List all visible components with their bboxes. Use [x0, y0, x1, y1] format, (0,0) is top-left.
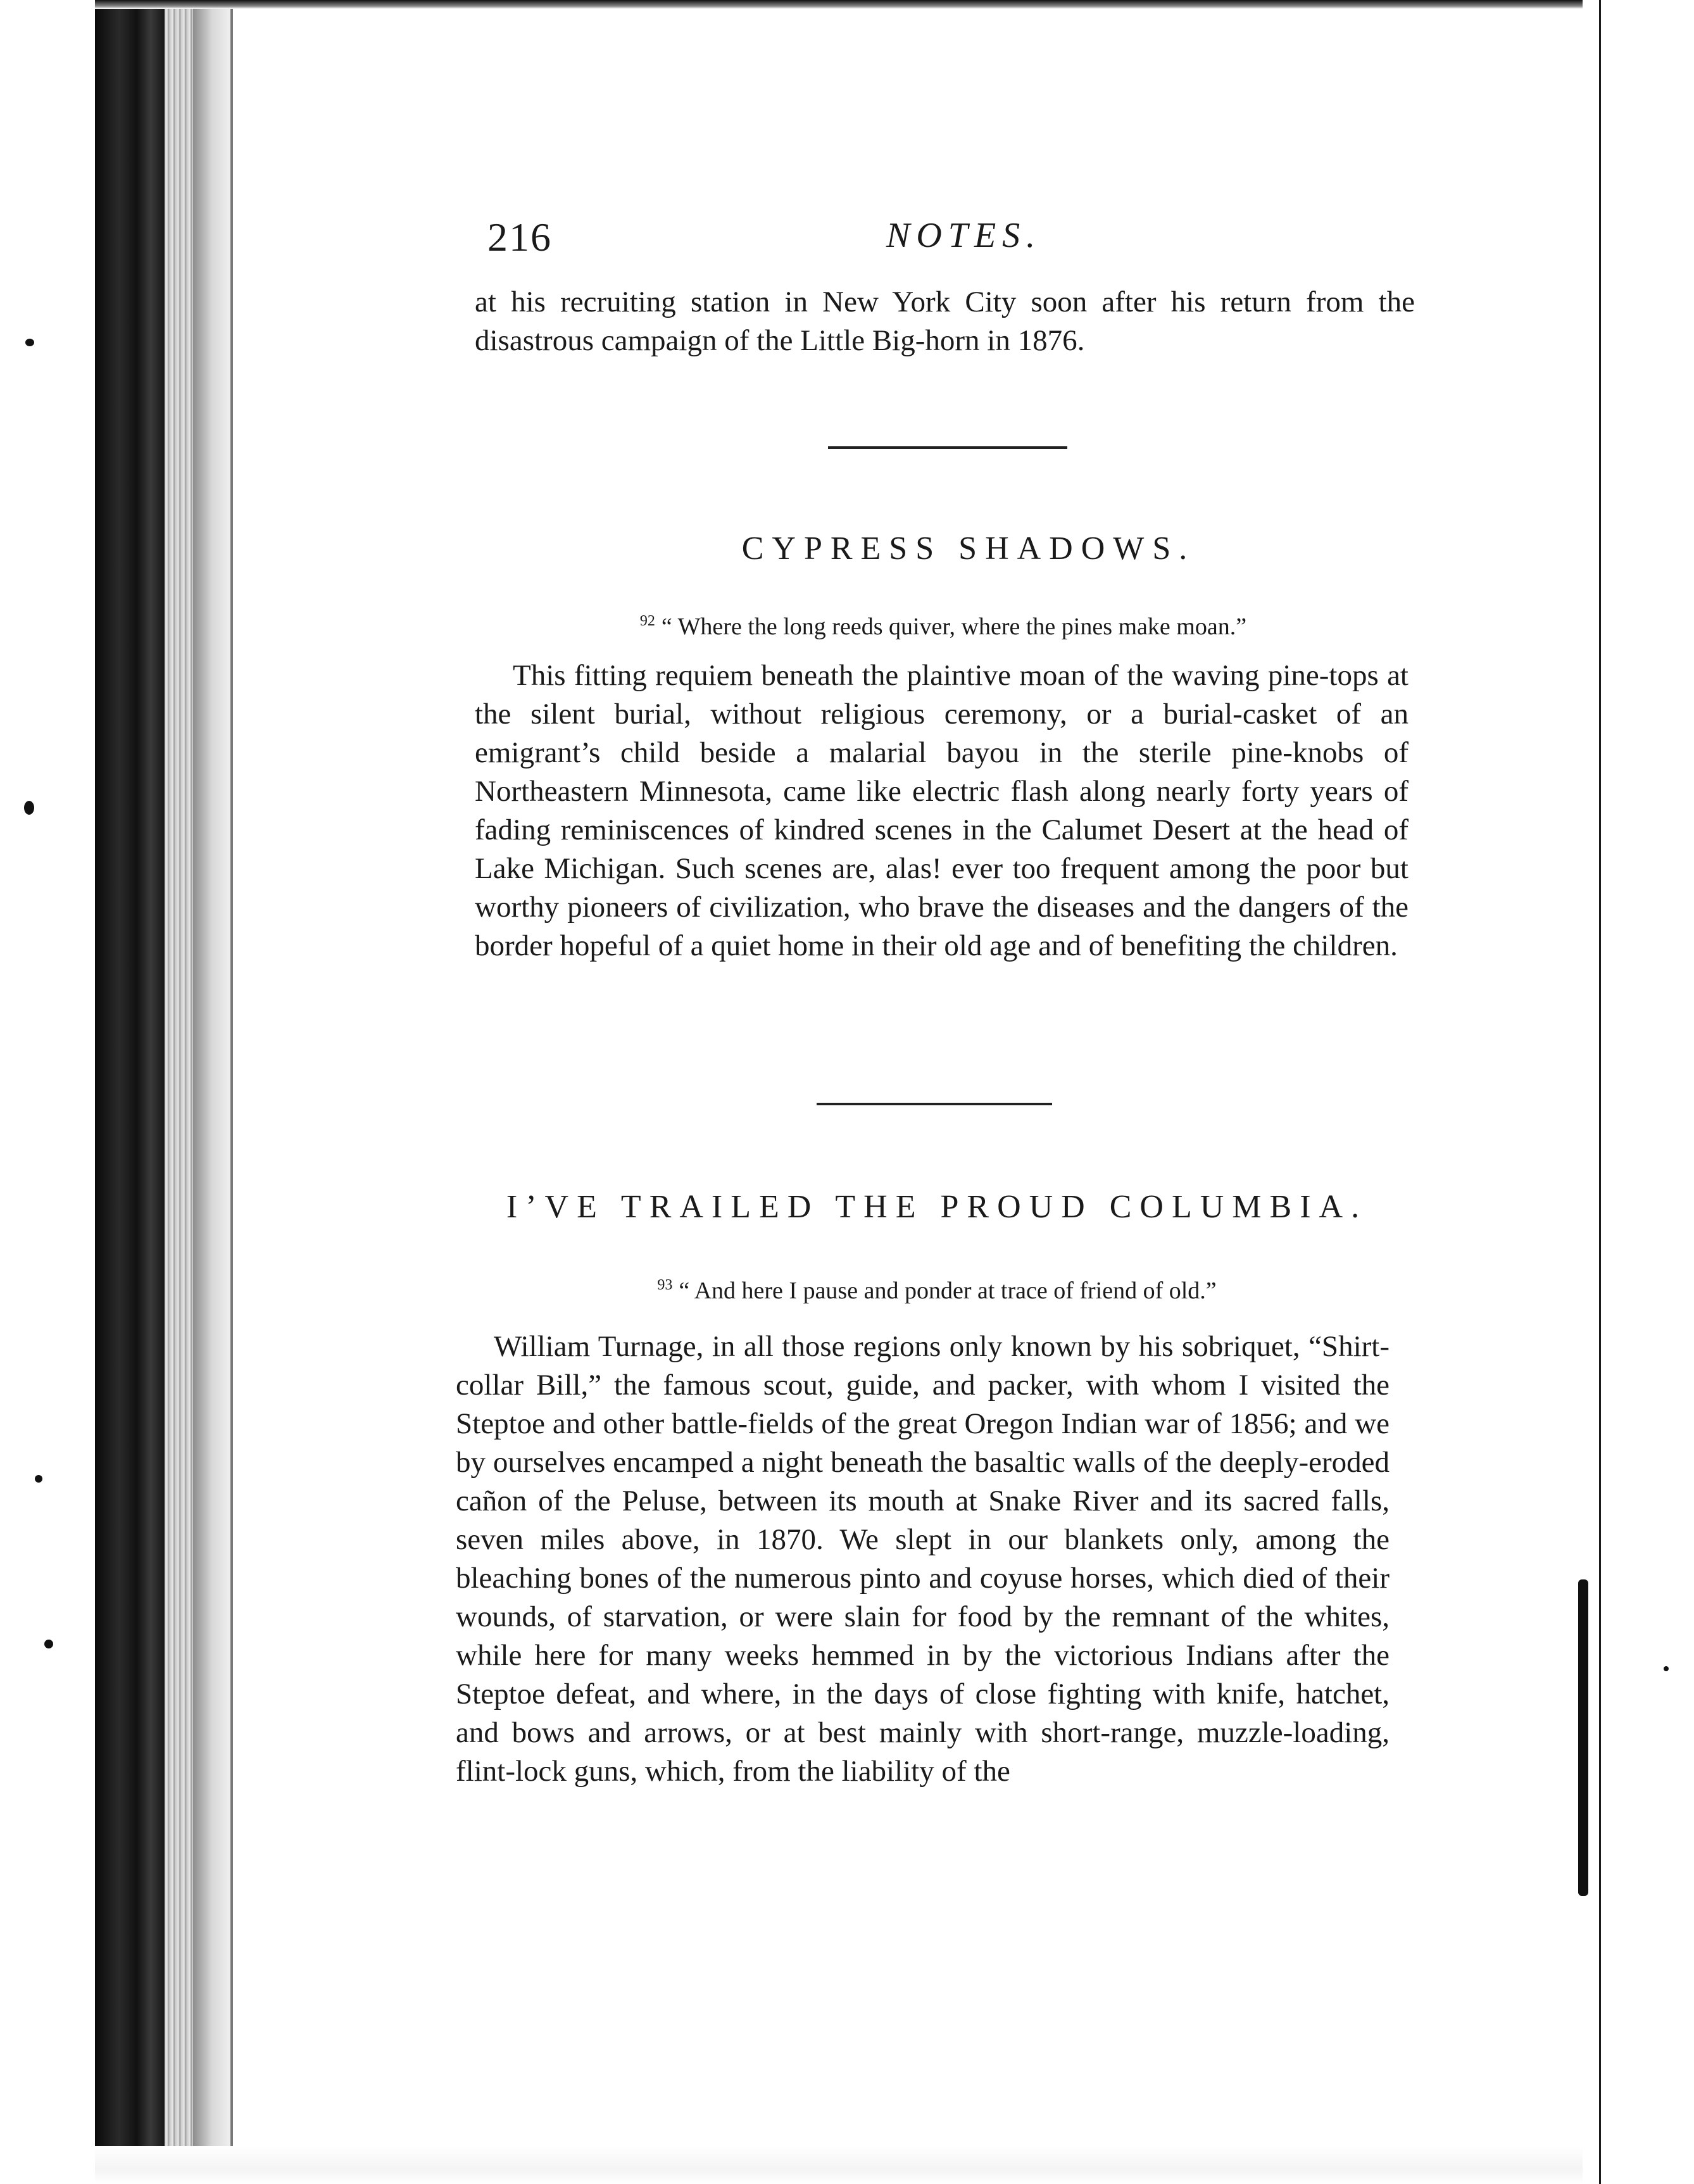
scan-speck [1664, 1666, 1669, 1671]
scan-speck [35, 1475, 42, 1483]
bottom-edge-shadow [95, 2146, 1583, 2184]
section-divider [817, 1103, 1052, 1105]
continuation-paragraph: at his recruiting station in New York City soon after his return from the disastrous campaign of the Little Big-horn in 1876. [475, 286, 1415, 357]
book-binding-edge [95, 0, 165, 2184]
epigraph [582, 1277, 1291, 1305]
gutter-line [230, 0, 233, 2184]
section-divider [828, 446, 1067, 449]
section-body: This fitting requiem beneath the plaintive moan of the waving pine-tops at the silent burial, without religious ceremony, or a burial-casket of an emigrant’s child beside a malarial bayou in the sterile pine-knobs of Northeastern Minnesota, came like electric flash along nearly forty years of fading reminiscences of kindred scenes in the Calumet Desert at the head of Lake Michigan. Such scenes are, alas! ever too frequent among the poor but worthy pioneers of civilization, who brave the diseases and the dangers of the border hopeful of a quiet home in their old age and of benefiting the children. [475, 659, 1409, 962]
epigraph-text: “ And here I pause and ponder at trace of friend of old.” [679, 1277, 1217, 1304]
epigraph-text: “ Where the long reeds quiver, where the pines make moan.” [661, 613, 1247, 640]
right-edge-mark [1578, 1579, 1588, 1896]
note-number: 93 [657, 1277, 673, 1294]
page-number: 216 [487, 215, 552, 260]
gutter-shadow [193, 0, 231, 2184]
scan-speck [25, 339, 34, 346]
page-edges [165, 0, 193, 2184]
section-body: William Turnage, in all those regions only known by his sobriquet, “Shirt-collar Bill,” the famous scout, guide, and packer, with whom I visited the Steptoe and other battle-fields of the great Oregon Indian war of 1856; and we by ourselves encamped a night beneath the basaltic walls of the deeply-eroded cañon of the Peluse, between its mouth at Snake River and its sacred falls, seven miles above, in 1870. We slept in our blankets only, among the bleaching bones of the numerous pinto and coyuse horses, which died of their wounds, of starvation, or were slain for food by the remnant of the whites, while here for many weeks hemmed in by the victorious Indians after the Steptoe defeat, and where, in the days of close fighting with knife, hatchet, and bows and arrows, or at best mainly with short-range, muzzle-loading, flint-lock guns, which, from the liability of the [456, 1330, 1390, 1788]
top-edge-shadow [95, 0, 1583, 9]
section-title-proud-columbia: I’VE TRAILED THE PROUD COLUMBIA. [506, 1189, 1368, 1225]
epigraph [557, 613, 1329, 641]
right-page-edge [1599, 0, 1601, 2184]
section-title-cypress-shadows: CYPRESS SHADOWS. [741, 530, 1196, 567]
running-head: NOTES. [886, 216, 1042, 255]
scan-speck [24, 801, 34, 815]
scan-speck [44, 1640, 53, 1648]
note-number: 92 [639, 613, 655, 630]
